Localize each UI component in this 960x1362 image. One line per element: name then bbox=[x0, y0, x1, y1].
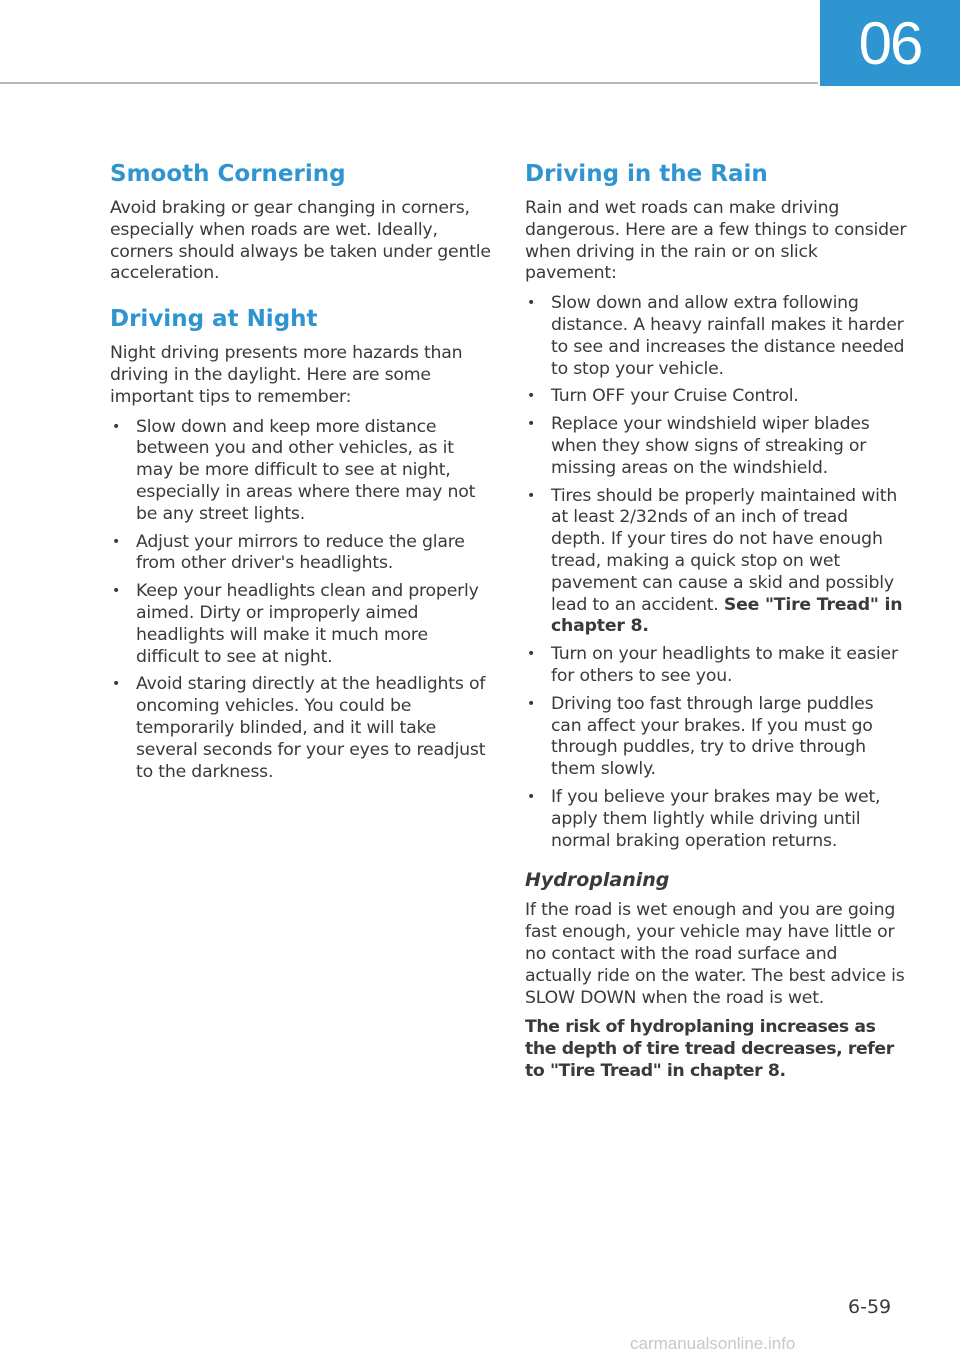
section-title-driving-at-night: Driving at Night bbox=[110, 306, 318, 333]
section-title-driving-in-the-rain: Driving in the Rain bbox=[525, 161, 768, 187]
rain-tips-list bbox=[525, 293, 907, 852]
watermark: carmanualsonline.info bbox=[630, 1334, 796, 1353]
bullet-icon: • bbox=[112, 533, 121, 550]
list-item: • Slow down and keep more distance between you and other vehicles, as it may be more difficult to see at night, especially in areas where there may not be any street lights. bbox=[112, 416, 476, 524]
list-item: • If you believe your brakes may be wet, apply them lightly while driving until normal braking operation returns. bbox=[527, 786, 881, 851]
list-item: • Replace your windshield wiper blades when they show signs of streaking or missing areas on the windshield. bbox=[527, 414, 870, 478]
list-item: • Keep your headlights clean and properly aimed. Dirty or improperly aimed headlights will make it much more difficult to see at night. bbox=[112, 581, 479, 667]
rain-intro: Rain and wet roads can make driving dangerous. Here are a few things to consider when driving in the rain or on slick pavement: bbox=[525, 198, 907, 284]
bullet-icon: • bbox=[527, 487, 536, 504]
bullet-icon: • bbox=[527, 388, 536, 405]
list-item: • Slow down and allow extra following distance. A heavy rainfall makes it harder to see and increases the distance needed to stop your vehicle. bbox=[527, 293, 905, 379]
smooth-cornering-body: Avoid braking or gear changing in corners, especially when roads are wet. Ideally, corners should always be taken under gentle acceleration. bbox=[110, 198, 491, 284]
header-rule bbox=[0, 82, 818, 84]
list-item: • Tires should be properly maintained with at least 2/32nds of an inch of tread depth. If your tires do not have enough tread, making a quick stop on wet pavement can cause a skid and possibly lead to an accident. See "Tire Tread" in chapter 8. bbox=[527, 485, 903, 637]
bullet-icon: • bbox=[527, 695, 536, 712]
night-tips-list bbox=[110, 417, 492, 784]
tire-tread-reference: See "Tire Tread" in chapter 8. bbox=[551, 594, 903, 637]
list-item: • Turn on your headlights to make it easier for others to see you. bbox=[527, 644, 898, 686]
subsection-title-hydroplaning: Hydroplaning bbox=[525, 869, 670, 892]
list-item: • Avoid staring directly at the headlights of oncoming vehicles. You could be temporarily blinded, and it will take several seconds for your eyes to readjust to the darkness. bbox=[112, 674, 486, 782]
chapter-tab bbox=[820, 0, 960, 86]
bullet-icon: • bbox=[112, 676, 121, 693]
chapter-number: 06 bbox=[858, 9, 922, 77]
bullet-icon: • bbox=[527, 646, 536, 663]
hydroplaning-warning: The risk of hydroplaning increases as the depth of tire tread decreases, refer to "Tire Tread" in chapter 8. bbox=[525, 1017, 894, 1081]
bullet-icon: • bbox=[112, 583, 121, 600]
section-title-smooth-cornering: Smooth Cornering bbox=[110, 161, 346, 187]
bullet-icon: • bbox=[527, 295, 536, 312]
list-item: • Turn OFF your Cruise Control. bbox=[527, 386, 799, 407]
bullet-icon: • bbox=[112, 418, 121, 435]
list-item: • Adjust your mirrors to reduce the glare from other driver's headlights. bbox=[112, 531, 465, 574]
bullet-icon: • bbox=[527, 416, 536, 433]
left-column bbox=[110, 158, 492, 789]
right-column bbox=[525, 158, 907, 1083]
night-intro: Night driving presents more hazards than driving in the daylight. Here are some important tips to remember: bbox=[110, 343, 463, 407]
page-number: 6-59 bbox=[848, 1296, 892, 1318]
hydroplaning-body: If the road is wet enough and you are going fast enough, your vehicle may have little or no contact with the road surface and actually ride on the water. The best advice is SLOW DOWN when the road is wet. bbox=[525, 900, 905, 1008]
bullet-icon: • bbox=[527, 788, 536, 805]
list-item: • Driving too fast through large puddles can affect your brakes. If you must go through puddles, try to drive through them slowly. bbox=[527, 693, 874, 780]
